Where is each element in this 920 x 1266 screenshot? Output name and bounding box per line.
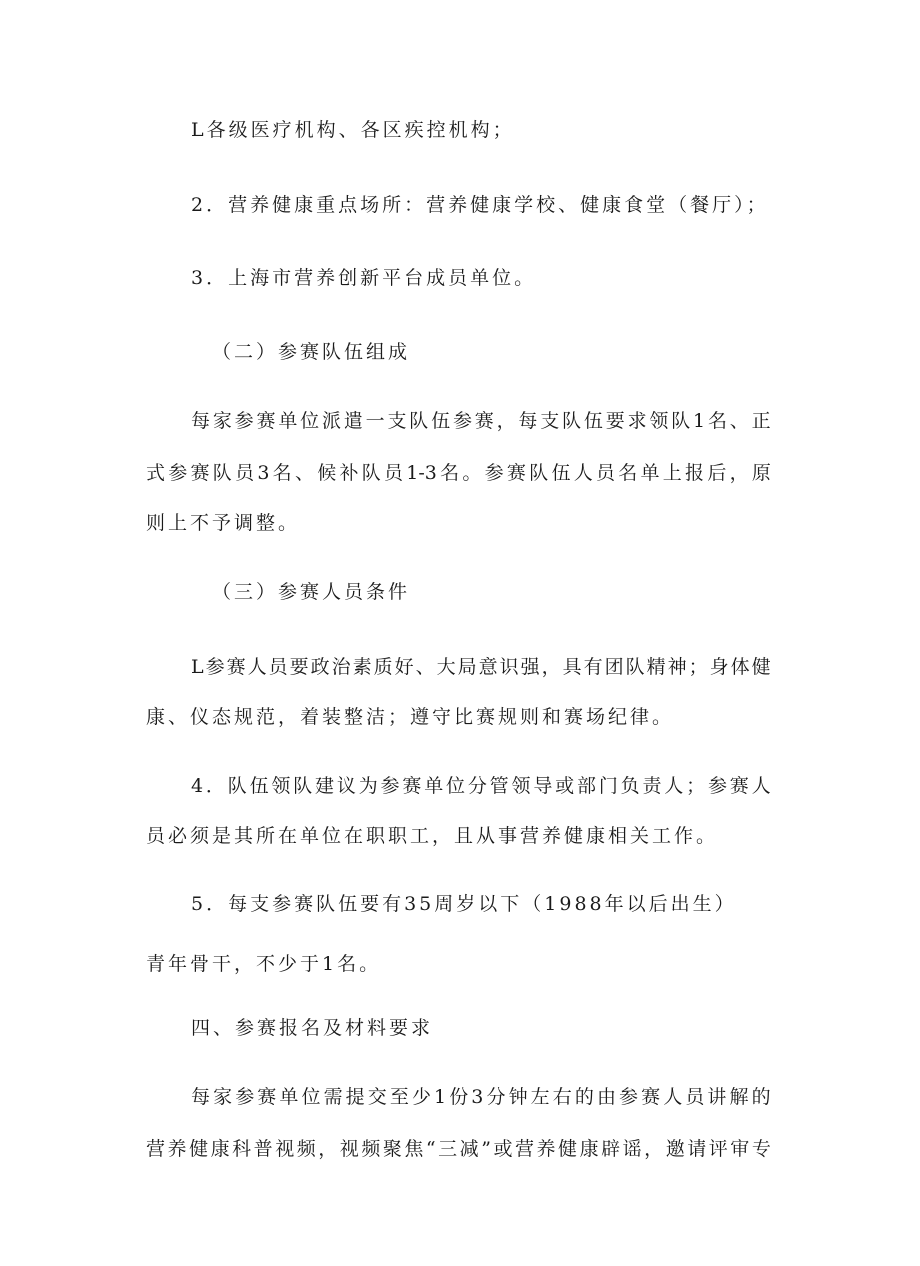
paragraph-line: 4 ． 队 伍 领 队 建 议 为 参 赛 单 位 分 管 领 导 或 部 门 负 责 人 ； 参 赛 人 — [191, 775, 771, 797]
paragraph-line: L各级医疗机构、各区疾控机构； — [191, 119, 515, 141]
section-heading: （二）参赛队伍组成 — [212, 341, 411, 363]
paragraph-line: 每 家 参 赛 单 位 派 遣 一 支 队 伍 参 赛 ， 每 支 队 伍 要 求 领 队 1 名 、 正 — [191, 410, 771, 432]
section-heading: 四、参赛报名及材料要求 — [191, 1017, 434, 1039]
paragraph-line: 康、仪态规范，着装整洁；遵守比赛规则和赛场纪律。 — [146, 706, 675, 728]
section-heading: （三）参赛人员条件 — [212, 581, 411, 603]
paragraph-line: 则上不予调整。 — [146, 512, 301, 534]
paragraph-line: 2．营养健康重点场所：营养健康学校、健康食堂（餐厅）； — [191, 194, 769, 216]
paragraph-line: 青年骨干，不少于1名。 — [146, 953, 382, 975]
paragraph-line: 每 家 参 赛 单 位 需 提 交 至 少 1 份 3 分 钟 左 右 的 由 参 赛 人 员 讲 解 的 — [191, 1086, 771, 1108]
paragraph-line: 式 参 赛 队 员 3 名 、 候 补 队 员 1-3 名 。 参 赛 队 伍 人 员 名 单 上 报 后 ， 原 — [146, 462, 771, 484]
paragraph-line: 3．上海市营养创新平台成员单位。 — [191, 267, 537, 289]
paragraph-line: L 参 赛 人 员 要 政 治 素 质 好 、 大 局 意 识 强 ， 具 有 团 队 精 神 ； 身 体 健 — [191, 656, 771, 678]
paragraph-line: 员必须是其所在单位在职职工，且从事营养健康相关工作。 — [146, 825, 719, 847]
paragraph-line: 营 养 健 康 科 普 视 频 ， 视 频 聚 焦 “ 三 减 ” 或 营 养 健 康 辟 谣 ， 邀 请 评 审 专 — [146, 1138, 771, 1160]
paragraph-line: 5．每支参赛队伍要有35周岁以下（1988年以后出生） — [191, 893, 737, 915]
